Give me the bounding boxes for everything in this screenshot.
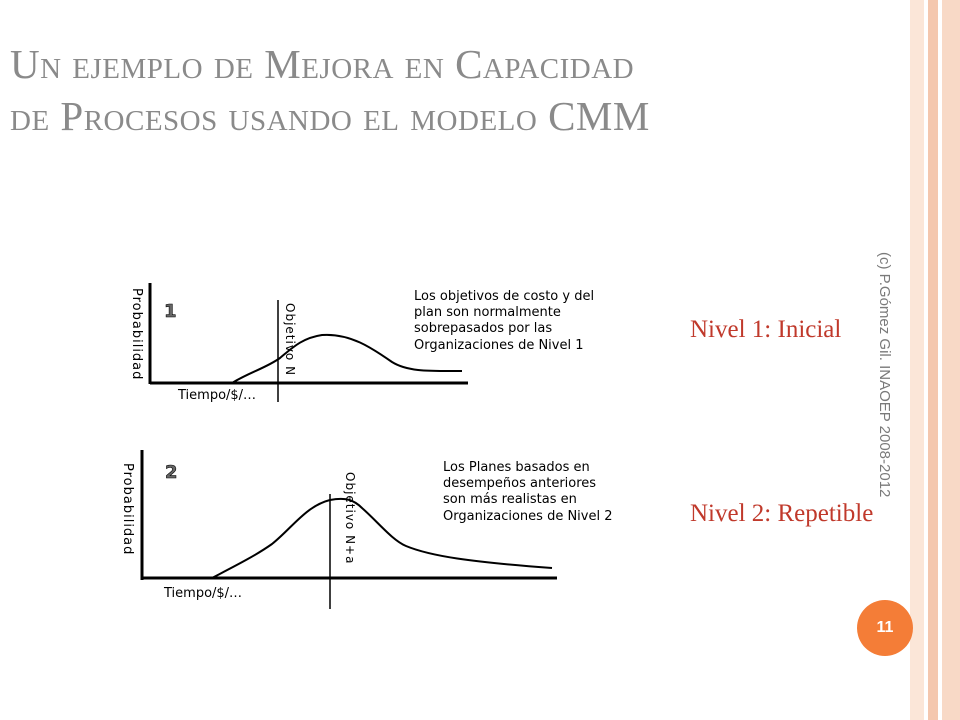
page-number-badge: 11 — [857, 600, 913, 656]
diagram-1-target-label: Objetivo N — [283, 303, 297, 377]
diagram-2-note-line: Los Planes basados en — [443, 460, 590, 475]
title-line-2: de Procesos usando el modelo CMM — [10, 93, 650, 139]
level-1-label: Nivel 1: Inicial — [690, 316, 842, 343]
diagram-1-note-line: Los objetivos de costo y del — [414, 289, 595, 304]
diagram-1-note-line: sobrepasados por las — [414, 321, 553, 336]
diagram-1 — [129, 283, 598, 403]
diagram-1-xlabel: Tiempo/$/… — [178, 388, 257, 403]
diagram-2-number: 2 — [165, 462, 178, 483]
diagram-1-note — [414, 289, 598, 353]
diagram-2-note-line: son más realistas en — [443, 492, 577, 507]
copyright-credit: (c) P.Gómez Gil. INAOEP 2008-2012 — [876, 252, 893, 498]
title-line-1: Un ejemplo de Mejora en Capacidad — [10, 41, 635, 87]
diagram-1-note-line: Organizaciones de Nivel 1 — [414, 338, 584, 353]
diagram-2-target-label: Objetivo N+a — [343, 472, 357, 565]
diagram-2 — [120, 450, 613, 609]
level-2-label: Nivel 2: Repetible — [690, 500, 874, 527]
diagram-2-xlabel: Tiempo/$/… — [164, 586, 243, 601]
diagram-2-ylabel: Probabilidad — [120, 463, 135, 556]
diagram-1-note-line: plan son normalmente — [414, 305, 561, 320]
diagram-1-number: 1 — [164, 301, 177, 322]
diagram-2-note-line: Organizaciones de Nivel 2 — [443, 509, 613, 524]
diagram-2-note-line: desempeños anteriores — [443, 476, 597, 491]
diagram-2-note — [443, 460, 613, 524]
diagram-1-ylabel: Probabilidad — [129, 288, 144, 381]
